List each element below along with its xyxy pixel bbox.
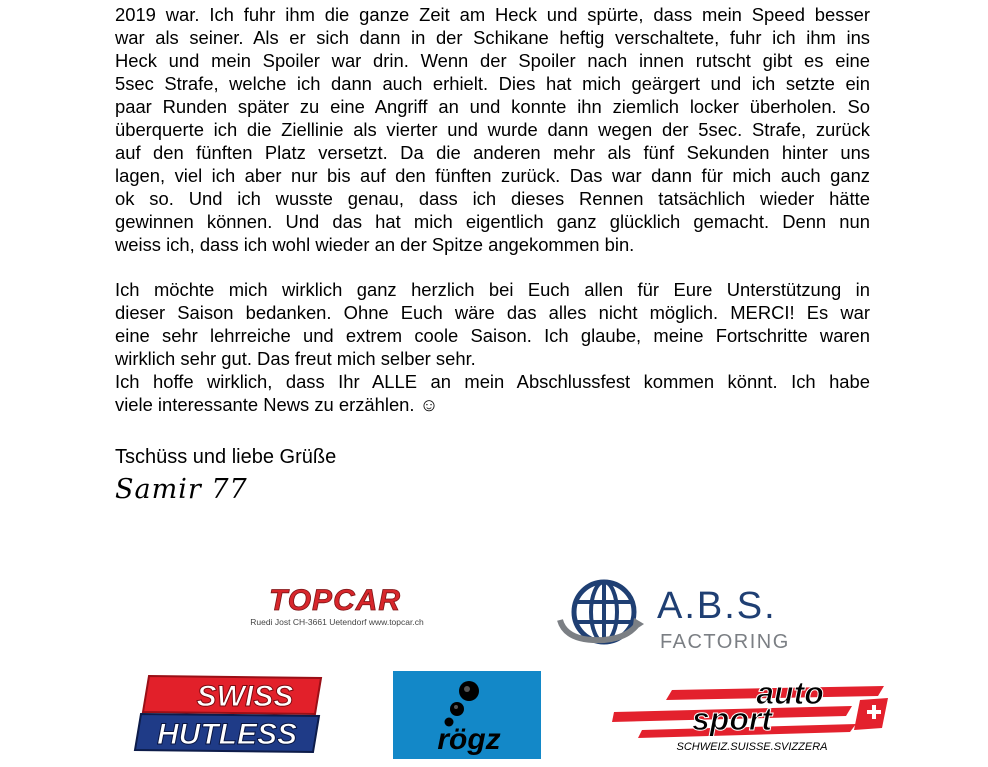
paragraph-line: Ich möchte mich wirklich ganz herzlich bei Euch allen für Eure Unterstützung in — [115, 279, 870, 300]
paragraph-line: Ich hoffe wirklich, dass Ihr ALLE an mein Abschlussfest kommen könnt. Ich habe — [115, 371, 870, 392]
globe-icon — [560, 582, 644, 642]
abs-wordmark: A.B.S. — [657, 585, 777, 627]
paragraph-line: 2019 war. Ich fuhr ihm die ganze Zeit am Heck und spürte, dass mein Speed besser — [115, 4, 870, 25]
signature: Samir 77 — [115, 474, 248, 505]
letter-paragraph-1 — [115, 3, 870, 256]
letter-paragraph-2 — [115, 278, 870, 416]
topcar-logo — [213, 583, 458, 628]
autosport-logo — [612, 676, 892, 756]
paragraph-line: lagen, viel ich aber nur bis auf den fünften zurück. Das war dann für mich auch ganz — [115, 165, 870, 186]
paragraph-line: ok so. Und ich wusste genau, dass ich dieses Rennen tatsächlich wieder hätte — [115, 188, 870, 209]
paragraph-line: überquerte ich die Ziellinie als vierter und wurde dann wegen der 5sec. Strafe, zurück — [115, 119, 870, 140]
swiss-hutless-logo — [133, 672, 325, 756]
swiss-hutless-line2: HUTLESS — [156, 718, 298, 751]
topcar-wordmark: TOPCAR — [268, 584, 402, 617]
paragraph-line: eine sehr lehrreiche und extrem coole Saison. Ich glaube, meine Fortschritte waren — [115, 325, 870, 346]
paragraph-line: viele interessante News zu erzählen. ☺ — [115, 394, 439, 415]
abs-factoring-logo — [556, 572, 791, 654]
autosport-tagline: SCHWEIZ.SUISSE.SVIZZERA — [676, 741, 828, 753]
rogz-wordmark: rögz — [437, 723, 501, 756]
paragraph-line: wirklich sehr gut. Das freut mich selber sehr. — [115, 348, 476, 369]
rogz-logo — [393, 671, 541, 759]
paragraph-line: Heck und mein Spoiler war drin. Wenn der Spoiler nach innen rutscht gibt es eine — [115, 50, 870, 71]
paragraph-line: 5sec Strafe, welche ich dann auch erhielt. Dies hat mich geärgert und ich setzte ein — [115, 73, 870, 94]
paragraph-line: paar Runden später zu eine Angriff an und konnte ihn ziemlich locker überholen. So — [115, 96, 870, 117]
closing-greeting: Tschüss und liebe Grüße — [115, 446, 337, 468]
paragraph-line: auf den fünften Platz versetzt. Da die anderen mehr als fünf Sekunden hinter uns — [115, 142, 870, 163]
autosport-line2: sport — [692, 701, 772, 737]
topcar-tagline: Ruedi Jost CH-3661 Uetendorf www.topcar.ch — [250, 617, 424, 627]
paragraph-line: gewinnen können. Und das hat mich eigentlich ganz glücklich gemacht. Denn nun — [115, 211, 870, 232]
abs-subtitle: FACTORING — [660, 631, 790, 653]
paragraph-line: war als seiner. Als er sich dann in der Schikane heftig verschaltete, fuhr ich ihm ins — [115, 27, 870, 48]
autosport-line1: auto — [756, 676, 824, 711]
paragraph-line: weiss ich, dass ich wohl wieder an der Spitze angekommen bin. — [115, 234, 635, 255]
paragraph-line: dieser Saison bedanken. Ohne Euch wäre das alles nicht möglich. MERCI! Es war — [115, 302, 870, 323]
swiss-hutless-line1: SWISS — [196, 680, 294, 713]
